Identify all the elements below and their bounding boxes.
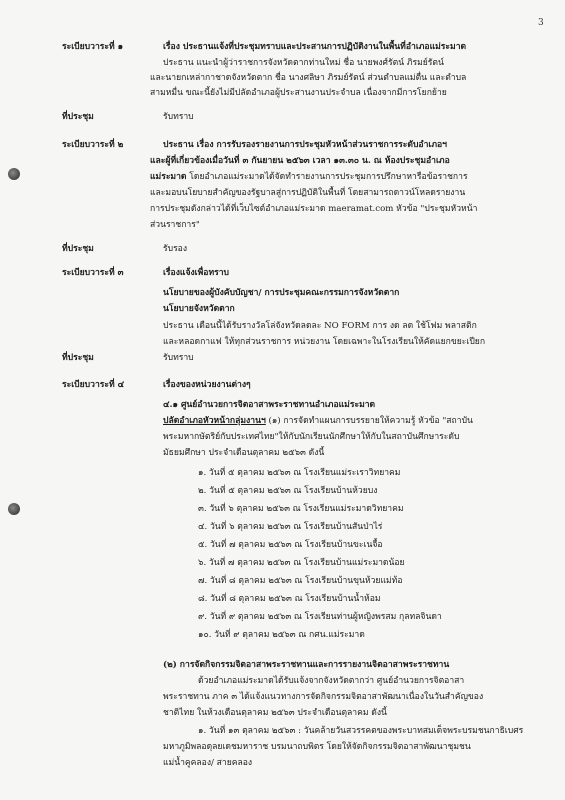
agenda2-line5: การประชุมดังกล่าวได้ที่เว็บไซต์อำเภอแม่ระมาด maeramat.com หัวข้อ "ประชุมหัวหน้า [150, 204, 478, 214]
agenda4-label: ระเบียบวาระที่ ๔ [62, 380, 125, 390]
agenda1-meeting-result: รับทราบ [163, 112, 194, 122]
agenda3-sub1: นโยบายของผู้บังคับบัญชา/ การประชุมคณะกรรมการจังหวัดตาก [163, 288, 400, 298]
agenda4-item2-line4: ๑. วันที่ ๑๓ ตุลาคม ๒๕๖๓ : วันคล้ายวันสวรรคตของพระบาทสมเด็จพระบรมชนกาธิเบศร [198, 726, 524, 736]
schedule-item: ๑. วันที่ ๕ ตุลาคม ๒๕๖๓ ณ โรงเรียนแม่ระเราวิทยาคม [198, 468, 401, 478]
agenda4-item2-line1: ด้วยอำเภอแม่ระมาดได้รับแจ้งจากจังหวัดตากว่า ศูนย์อำนวยการจิตอาสา [198, 676, 465, 686]
agenda3-line2: และหลอดกาแฟ ให้ทุกส่วนราชการ หน่วยงาน โดยเฉพาะในโรงเรียนให้คัดแยกขยะเปียก [163, 337, 486, 347]
schedule-item: ๑๐. วันที่ ๙ ตุลาคม ๒๕๖๓ ณ กศน.แม่ระมาด [198, 630, 365, 640]
agenda3-meeting-result: รับทราบ [163, 353, 194, 363]
schedule-item: ๕. วันที่ ๗ ตุลาคม ๒๕๖๓ ณ โรงเรียนบ้านขะเนจื้อ [198, 540, 383, 550]
agenda4-item2-line5: มหาภูมิพลอดุลยเดชมหาราช บรมนาถบพิตร โดยให้จัดกิจกรรมจิตอาสาพัฒนาชุมชน [163, 742, 471, 752]
agenda4-item2-title: (๒) การจัดกิจกรรมจิตอาสาพระราชทานและการรายงานจิตอาสาพระราชทาน [163, 660, 450, 670]
schedule-item: ๖. วันที่ ๗ ตุลาคม ๒๕๖๓ ณ โรงเรียนบ้านแม่ระมาดน้อย [198, 558, 405, 568]
agenda4-item2-line3: ชาติไทย ในห้วงเดือนตุลาคม ๒๕๖๓ ประจำเดือนตุลาคม ดังนี้ [163, 708, 387, 718]
agenda3-meeting-label: ที่ประชุม [62, 353, 94, 363]
agenda3-title: เรื่องแจ้งเพื่อทราบ [163, 268, 230, 278]
agenda2-meeting-label: ที่ประชุม [62, 244, 94, 254]
schedule-item: ๓. วันที่ ๖ ตุลาคม ๒๕๖๓ ณ โรงเรียนแม่ระมาดวิทยาคม [198, 504, 404, 514]
agenda1-meeting-label: ที่ประชุม [62, 112, 94, 122]
agenda2-title3 [150, 172, 468, 183]
agenda2-title2: และผู้ที่เกี่ยวข้องเมื่อวันที่ ๓ กันยายน ๒๕๖๓ เวลา ๑๓.๓๐ น. ณ ห้องประชุมอำเภอ [150, 156, 450, 166]
agenda1-line3: สามหมื่น ขณะนี้ยังไม่มีปลัดอำเภอผู้ประสานงานประจำบล เนื่องจากมีการโยกย้าย [150, 88, 447, 98]
agenda2-title1: ประธาน เรื่อง การรับรองรายงานการประชุมหัวหน้าส่วนราชการระดับอำเภอฯ [163, 140, 447, 150]
schedule-item: ๗. วันที่ ๘ ตุลาคม ๒๕๖๓ ณ โรงเรียนบ้านขุนห้วยแม่ท้อ [198, 576, 403, 586]
agenda2-label: ระเบียบวาระที่ ๒ [62, 140, 124, 150]
agenda3-label: ระเบียบวาระที่ ๓ [62, 268, 124, 278]
schedule-item: ๔. วันที่ ๖ ตุลาคม ๒๕๖๓ ณ โรงเรียนบ้านสันป่าไร่ [198, 522, 383, 532]
agenda1-label: ระเบียบวาระที่ ๑ [62, 42, 124, 52]
agenda1-line2: และนายกเหล่ากาชาดจังหวัดตาก ชื่อ นางศลิษา ภิรมย์รัตน์ ส่วนตำบลแม่ตื่น และตำบล [150, 73, 467, 83]
agenda4-intro1-rest: (๑) การจัดทำแผนการบรรยายให้ความรู้ หัวข้อ "สถาบัน [265, 416, 473, 426]
agenda2-meeting-result: รับรอง [163, 244, 188, 254]
punch-hole [8, 168, 20, 180]
agenda4-item2-line6: แม่น้ำคูคลอง/ สายคลอง [163, 758, 253, 768]
agenda1-chair: ประธาน แนะนำผู้ว่าราชการจังหวัดตากท่านใหม่ ชื่อ นายพงศ์รัตน์ ภิรมย์รัตน์ [163, 58, 444, 68]
agenda2-line4: และมอบนโยบายสำคัญของรัฐบาลสู่การปฏิบัติในพื้นที่ โดยสามารถดาวน์โหลดรายงาน [150, 188, 466, 198]
agenda4-intro2: พระมหากษัตริย์กับประเทศไทย"ให้กับนักเรียนนักศึกษาให้กับในสถาบันศึกษาระดับ [163, 432, 460, 442]
schedule-item: ๙. วันที่ ๙ ตุลาคม ๒๕๖๓ ณ โรงเรียนท่านผู้หญิงพรสม กุลทลจินดา [198, 612, 442, 622]
agenda2-line6: ส่วนราชการ" [150, 220, 200, 230]
agenda3-sub2: นโยบายจังหวัดตาก [163, 304, 235, 314]
agenda3-line1: ประธาน เดือนนี้ได้รับรางวัลโล่จังหวัดลดละ NO FORM การ งด ลด ใช้โฟม พลาสติก [163, 321, 477, 331]
agenda4-title: เรื่องของหน่วยงานต่างๆ [163, 380, 251, 390]
agenda4-intro1-underlined: ปลัดอำเภอหัวหน้ากลุ่มงานฯ [163, 416, 266, 426]
page-number: 3 [538, 18, 544, 28]
schedule-item: ๒. วันที่ ๕ ตุลาคม ๒๕๖๓ ณ โรงเรียนบ้านห้วยบง [198, 486, 378, 496]
schedule-item: ๘. วันที่ ๘ ตุลาคม ๒๕๖๓ ณ โรงเรียนบ้านน้ำห้อม [198, 594, 381, 604]
agenda2-title3-rest: โดยอำเภอแม่ระมาดได้จัดทำรายงานการประชุมการปรึกษาหารือข้อราชการ [186, 172, 468, 182]
agenda4-intro3: มัธยมศึกษา ประจำเดือนตุลาคม ๒๕๖๓ ดังนี้ [163, 448, 325, 458]
agenda2-title3-bold: แม่ระมาด [150, 172, 187, 182]
agenda4-item2-line2: พระราชทาน ภาค ๓ ได้แจ้งแนวทางการจัดกิจกรรมจิตอาสาพัฒนาเนื่องในวันสำคัญของ [163, 692, 484, 702]
punch-hole [8, 503, 20, 515]
agenda4-intro1 [163, 416, 473, 427]
agenda4-sub1: ๔.๑ ศูนย์อำนวยการจิตอาสาพระราชทานอำเภอแม่ระมาด [163, 400, 376, 410]
agenda1-title: เรื่อง ประธานแจ้งที่ประชุมทราบและประสานการปฏิบัติงานในพื้นที่อำเภอแม่ระมาด [163, 42, 467, 52]
